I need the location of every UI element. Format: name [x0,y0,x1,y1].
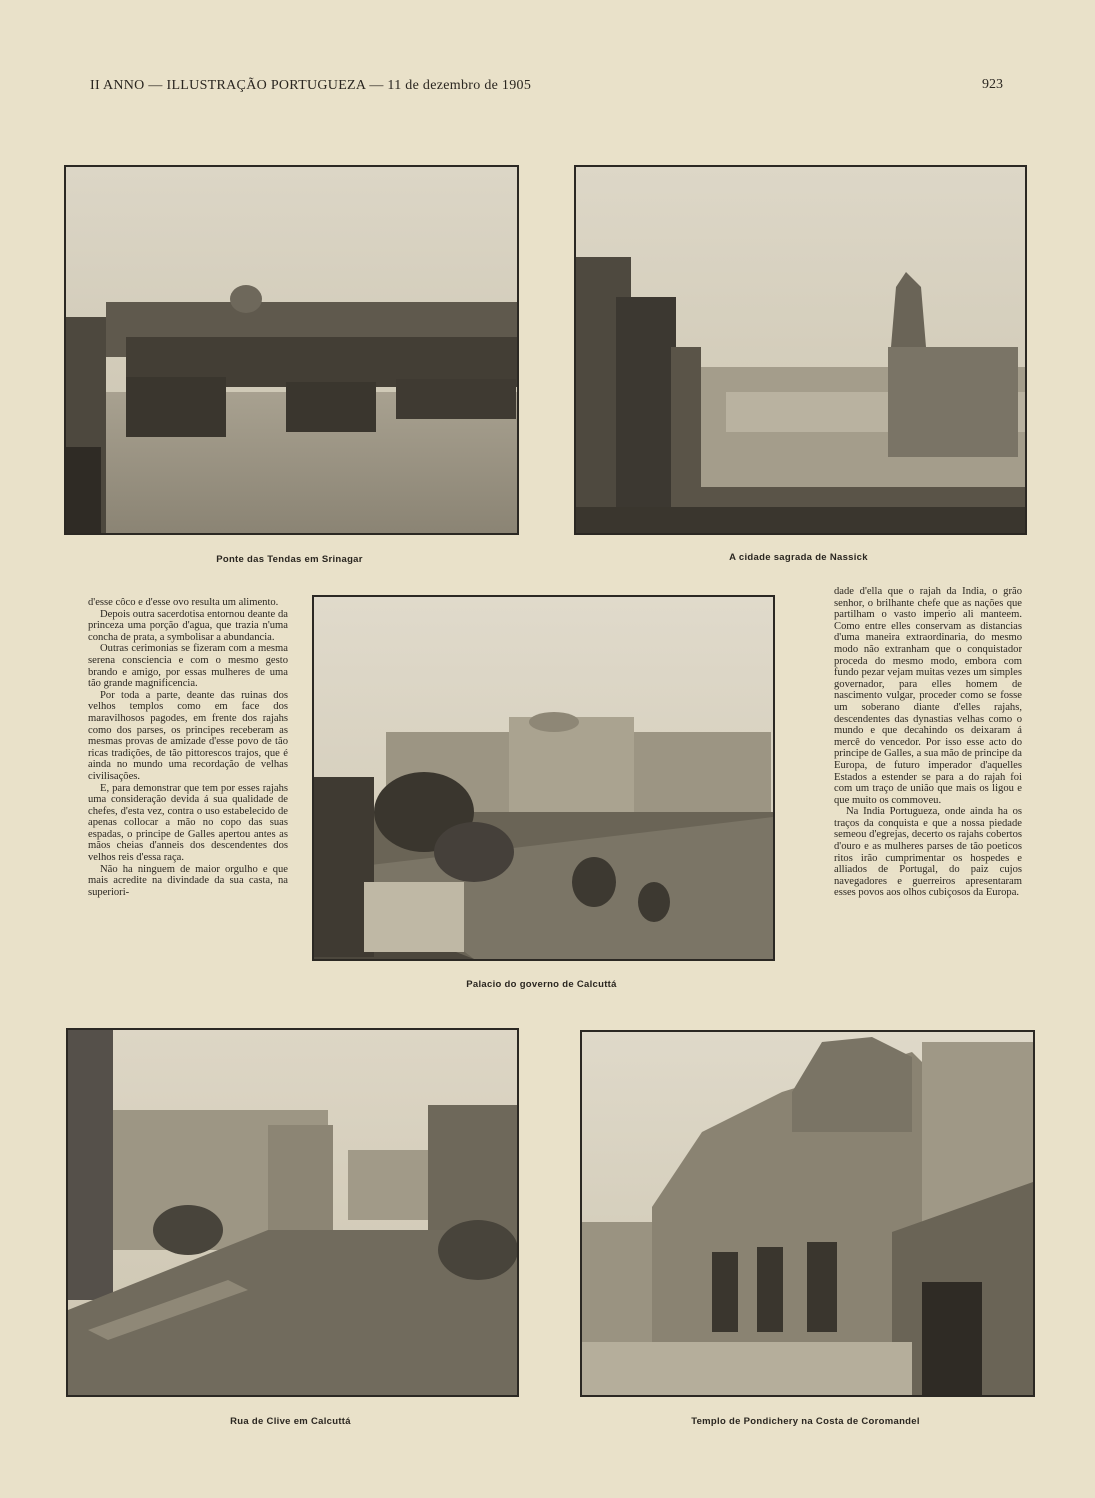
left-paragraph-2: Depois outra sacerdotisa entornou deante da princeza uma porção d'agua, que trazia n'uma concha de prata, a symbolisar a abundancia. [88,608,288,643]
left-paragraph-3: Outras cerimonias se fizeram com a mesma serena consciencia e com o mesmo gesto brando e amigo, por essas mulheres de uma tão grande magnificencia. [88,643,288,690]
right-paragraph-1: dade d'ella que o rajah da India, o grão senhor, o brilhante chefe que as nações que partilham o vasto imperio ali manteem. Como entre elles conservam as distancias d'uma maneira extraordinaria, do mesmo modo não extranham que o conquistador proceda do mesmo modo, embora com fundo pezar vejam muitas vezes um simples governador, para elles homem de nascimento vulgar, proceder como se fosse um soberano diante d'elles rajahs, descendentes das dynastias velhas como o mundo e que decahindo os deixaram á mercê do vencedor. Por isso esse acto do principe de Galles, a sua mão de principe da Europa, de futuro imperador d'aquelles Estados a estender se para a do rajah foi com um traço de união que mais os ligou e que muito os commoveu. [834,586,1022,806]
caption-nassick: A cidade sagrada de Nassick [729,552,868,563]
text-column-left [88,597,288,898]
photo-pondichery-temple [580,1030,1035,1397]
photo-clive-street [66,1028,519,1397]
left-paragraph-1: d'esse côco e d'esse ovo resulta um alimento. [88,597,279,608]
photo-calcutta-palace [312,595,775,961]
right-paragraph-2: Na India Portugueza, onde ainda ha os traços da conquista e que a nossa piedade semeou d'egrejas, decerto os rajahs cobertos d'ouro e as mulheres parses de tão poeticos ritos irão cumprimentar os hospedes e alliados de Portugal, do paiz cujos navegadores e guerreiros apresentaram esses povos aos olhos cubiçosos da Europa. [834,806,1022,899]
caption-pondichery: Templo de Pondichery na Costa de Coromandel [691,1416,920,1427]
caption-srinagar: Ponte das Tendas em Srinagar [216,554,363,565]
photo-srinagar-bridge [64,165,519,535]
caption-calcutta-palace: Palacio do governo de Calcuttá [466,979,617,990]
text-column-right [834,586,1022,899]
page-number: 923 [982,77,1003,92]
left-paragraph-6: Não ha ninguem de maior orgulho e que mais acredite na divindade da sua casta, na superiori- [88,863,288,898]
caption-clive-street: Rua de Clive em Calcuttá [230,1416,351,1427]
left-paragraph-4: Por toda a parte, deante das ruinas dos velhos templos como em face dos maravilhosos pagodes, em frente dos rajahs como dos parses, os principes receberam as mesmas provas de amizade d'esse povo de tão ricas tradições, de tão pittorescos trajos, que é ainda no mundo uma recordação de velhas civilisações. [88,689,288,782]
left-paragraph-5: E, para demonstrar que tem por esses rajahs uma consideração devida á sua qualidade de chefes, d'esta vez, contra o uso estabelecido de apenas collocar a mão no copo das suas espadas, o principe de Galles apertou antes as mãos cheias d'anneis dos descendentes dos velhos reis d'essa raça. [88,782,288,864]
running-header: II ANNO — ILLUSTRAÇÃO PORTUGUEZA — 11 de dezembro de 1905 [90,78,532,93]
photo-nassick [574,165,1027,535]
